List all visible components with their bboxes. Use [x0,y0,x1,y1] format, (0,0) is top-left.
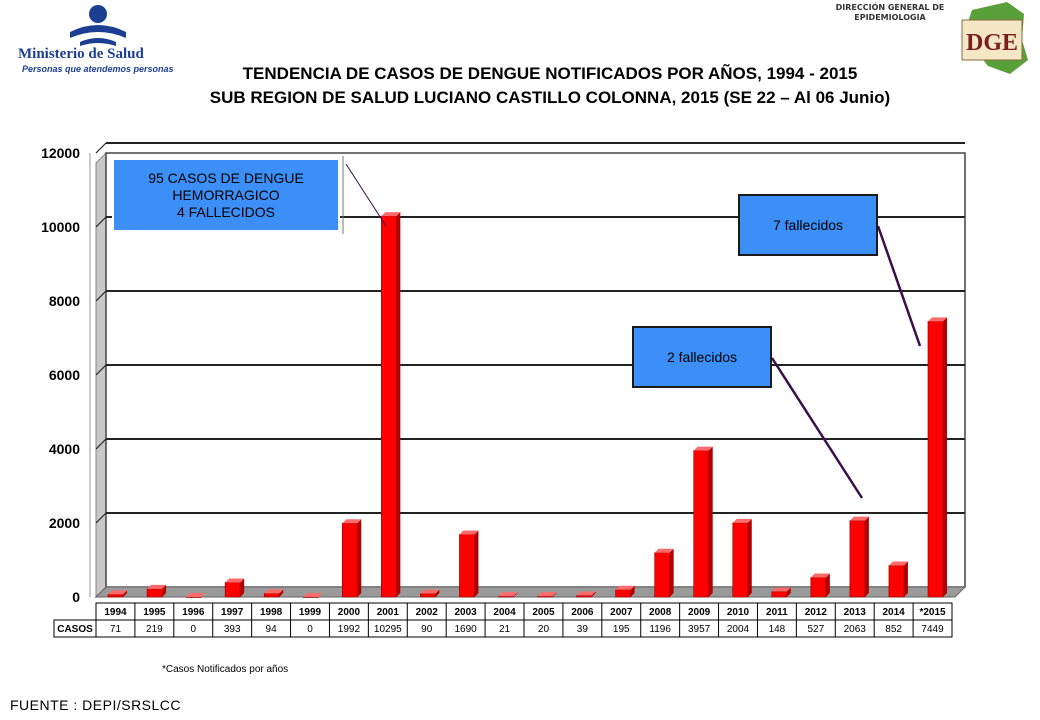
bar-front [342,523,357,597]
bar-side [865,517,869,597]
table-value: 0 [307,624,313,635]
bar-2010 [733,519,752,597]
bar-front [420,594,435,597]
x-tick-label: 2014 [882,607,905,618]
table-value: 2004 [726,624,750,635]
x-tick-label: 1996 [182,607,205,618]
bar-side [748,519,752,597]
x-tick-label: 2007 [610,607,633,618]
callout-line-3: 4 FALLECIDOS [176,203,276,220]
table-value: 39 [576,624,588,635]
bar-side [474,530,478,597]
x-tick-label: 2006 [571,607,594,618]
bar-2014 [889,561,908,597]
x-tick-label: 2001 [376,607,399,618]
x-tick-label: *2015 [919,607,946,618]
x-tick-label: 2008 [649,607,672,618]
bar-front [733,523,748,597]
callout-line-2: HEMORRAGICO [172,186,280,203]
bar-front [108,594,123,597]
y-tick-label: 2000 [48,515,80,531]
x-tick-label: 2013 [843,607,866,618]
bar-front [147,589,162,597]
bar-front [186,597,201,598]
bar-1995 [147,585,166,597]
bar-front [655,553,670,597]
bar-2000 [342,519,361,597]
dge-line-1: DIRECCIÓN GENERAL DE [835,3,945,12]
bar-side [709,447,713,597]
table-value: 852 [885,624,902,635]
table-value: 7449 [921,624,944,635]
bar-side [826,574,830,597]
table-value: 10295 [373,624,402,635]
dge-logo-letters: DGE [965,30,1019,56]
bar-2011 [772,588,791,597]
dge-line-2: EPIDEMIOLOGIA [854,13,926,22]
table-value: 393 [223,624,241,635]
logo-tagline: Personas que atendemos personas [22,64,174,74]
table-value: 20 [537,624,550,635]
table-value: 94 [265,624,277,635]
bar-side [943,317,947,597]
table-value: 527 [807,624,825,635]
x-tick-label: 1999 [298,607,322,618]
chart-title-line-1: TENDENCIA DE CASOS DE DENGUE NOTIFICADOS POR AÑOS, 1994 - 2015 [242,64,858,83]
x-tick-label: 2011 [766,607,788,618]
bar-2003 [459,530,478,597]
bar-side [396,212,400,597]
y-tick-label: 10000 [41,219,80,235]
hemorrhagic-callout [112,158,340,232]
footnote: *Casos Notificados por años [162,664,289,675]
bar-1997 [225,578,244,597]
bar-side [904,561,908,597]
x-tick-label: 1994 [104,607,127,618]
bar-front [889,565,904,597]
table-value: 148 [768,624,786,635]
table-value: 21 [498,624,511,635]
x-tick-label: 1997 [221,607,244,618]
bar-2012 [811,574,830,597]
x-tick-label: 2012 [804,607,827,618]
x-tick-label: 2003 [454,607,477,618]
bar-2009 [694,447,713,597]
table-value: 1196 [649,624,671,635]
bar-front [928,321,943,597]
bar-front [538,596,553,597]
bar-front [850,521,865,597]
bar-front [694,451,709,597]
y-tick-label: 8000 [48,293,80,309]
bar-front [303,597,318,598]
table-value: 219 [146,624,163,635]
bar-front [498,596,513,597]
source-text: FUENTE : DEPI/SRSLCC [10,697,182,713]
y-tick-label: 4000 [48,441,80,457]
table-row-label: CASOS [57,624,93,635]
bar-2013 [850,517,869,597]
x-tick-label: 2004 [493,607,516,618]
x-tick-label: 2010 [726,607,750,618]
x-tick-label: 2005 [532,607,555,618]
bar-front [577,596,592,597]
bar-front [616,590,631,597]
table-value: 2063 [843,624,866,635]
bar-side [357,519,361,597]
x-tick-label: 1995 [143,607,166,618]
table-value: 1690 [454,624,477,635]
gridline-depth [96,143,106,153]
x-tick-label: 1998 [259,607,283,618]
x-tick-label: 2000 [337,607,361,618]
bar-2008 [655,549,674,597]
bar-side [670,549,674,597]
chart-side-wall [96,153,106,597]
x-tick-label: 2009 [687,607,711,618]
bar-front [772,592,787,597]
bar-front [264,594,279,597]
table-value: 0 [190,624,197,635]
table-value: 1992 [337,624,361,635]
table-value: 195 [612,624,630,635]
bar-front [381,216,396,597]
y-tick-label: 6000 [48,367,80,383]
chart-title-line-2: SUB REGION DE SALUD LUCIANO CASTILLO COLONNA, 2015 (SE 22 – Al 06 Junio) [209,88,891,107]
bar-front [459,534,474,597]
callout-line-1: 95 CASOS DE DENGUE [148,169,304,186]
bar-front [811,578,826,597]
bar-2007 [616,586,635,597]
table-value: 90 [421,624,433,635]
bar-2015 [928,317,947,597]
y-tick-label: 0 [72,589,80,605]
callout-7-fallecidos: 7 fallecidos [738,194,878,256]
logo-name: Ministerio de Salud [18,46,144,62]
bar-front [225,582,240,597]
x-tick-label: 2002 [415,607,438,618]
table-value: 71 [109,624,122,635]
bar-2001 [381,212,400,597]
table-value: 3957 [687,624,711,635]
y-tick-label: 12000 [41,145,80,161]
callout-2-fallecidos: 2 fallecidos [632,326,772,388]
